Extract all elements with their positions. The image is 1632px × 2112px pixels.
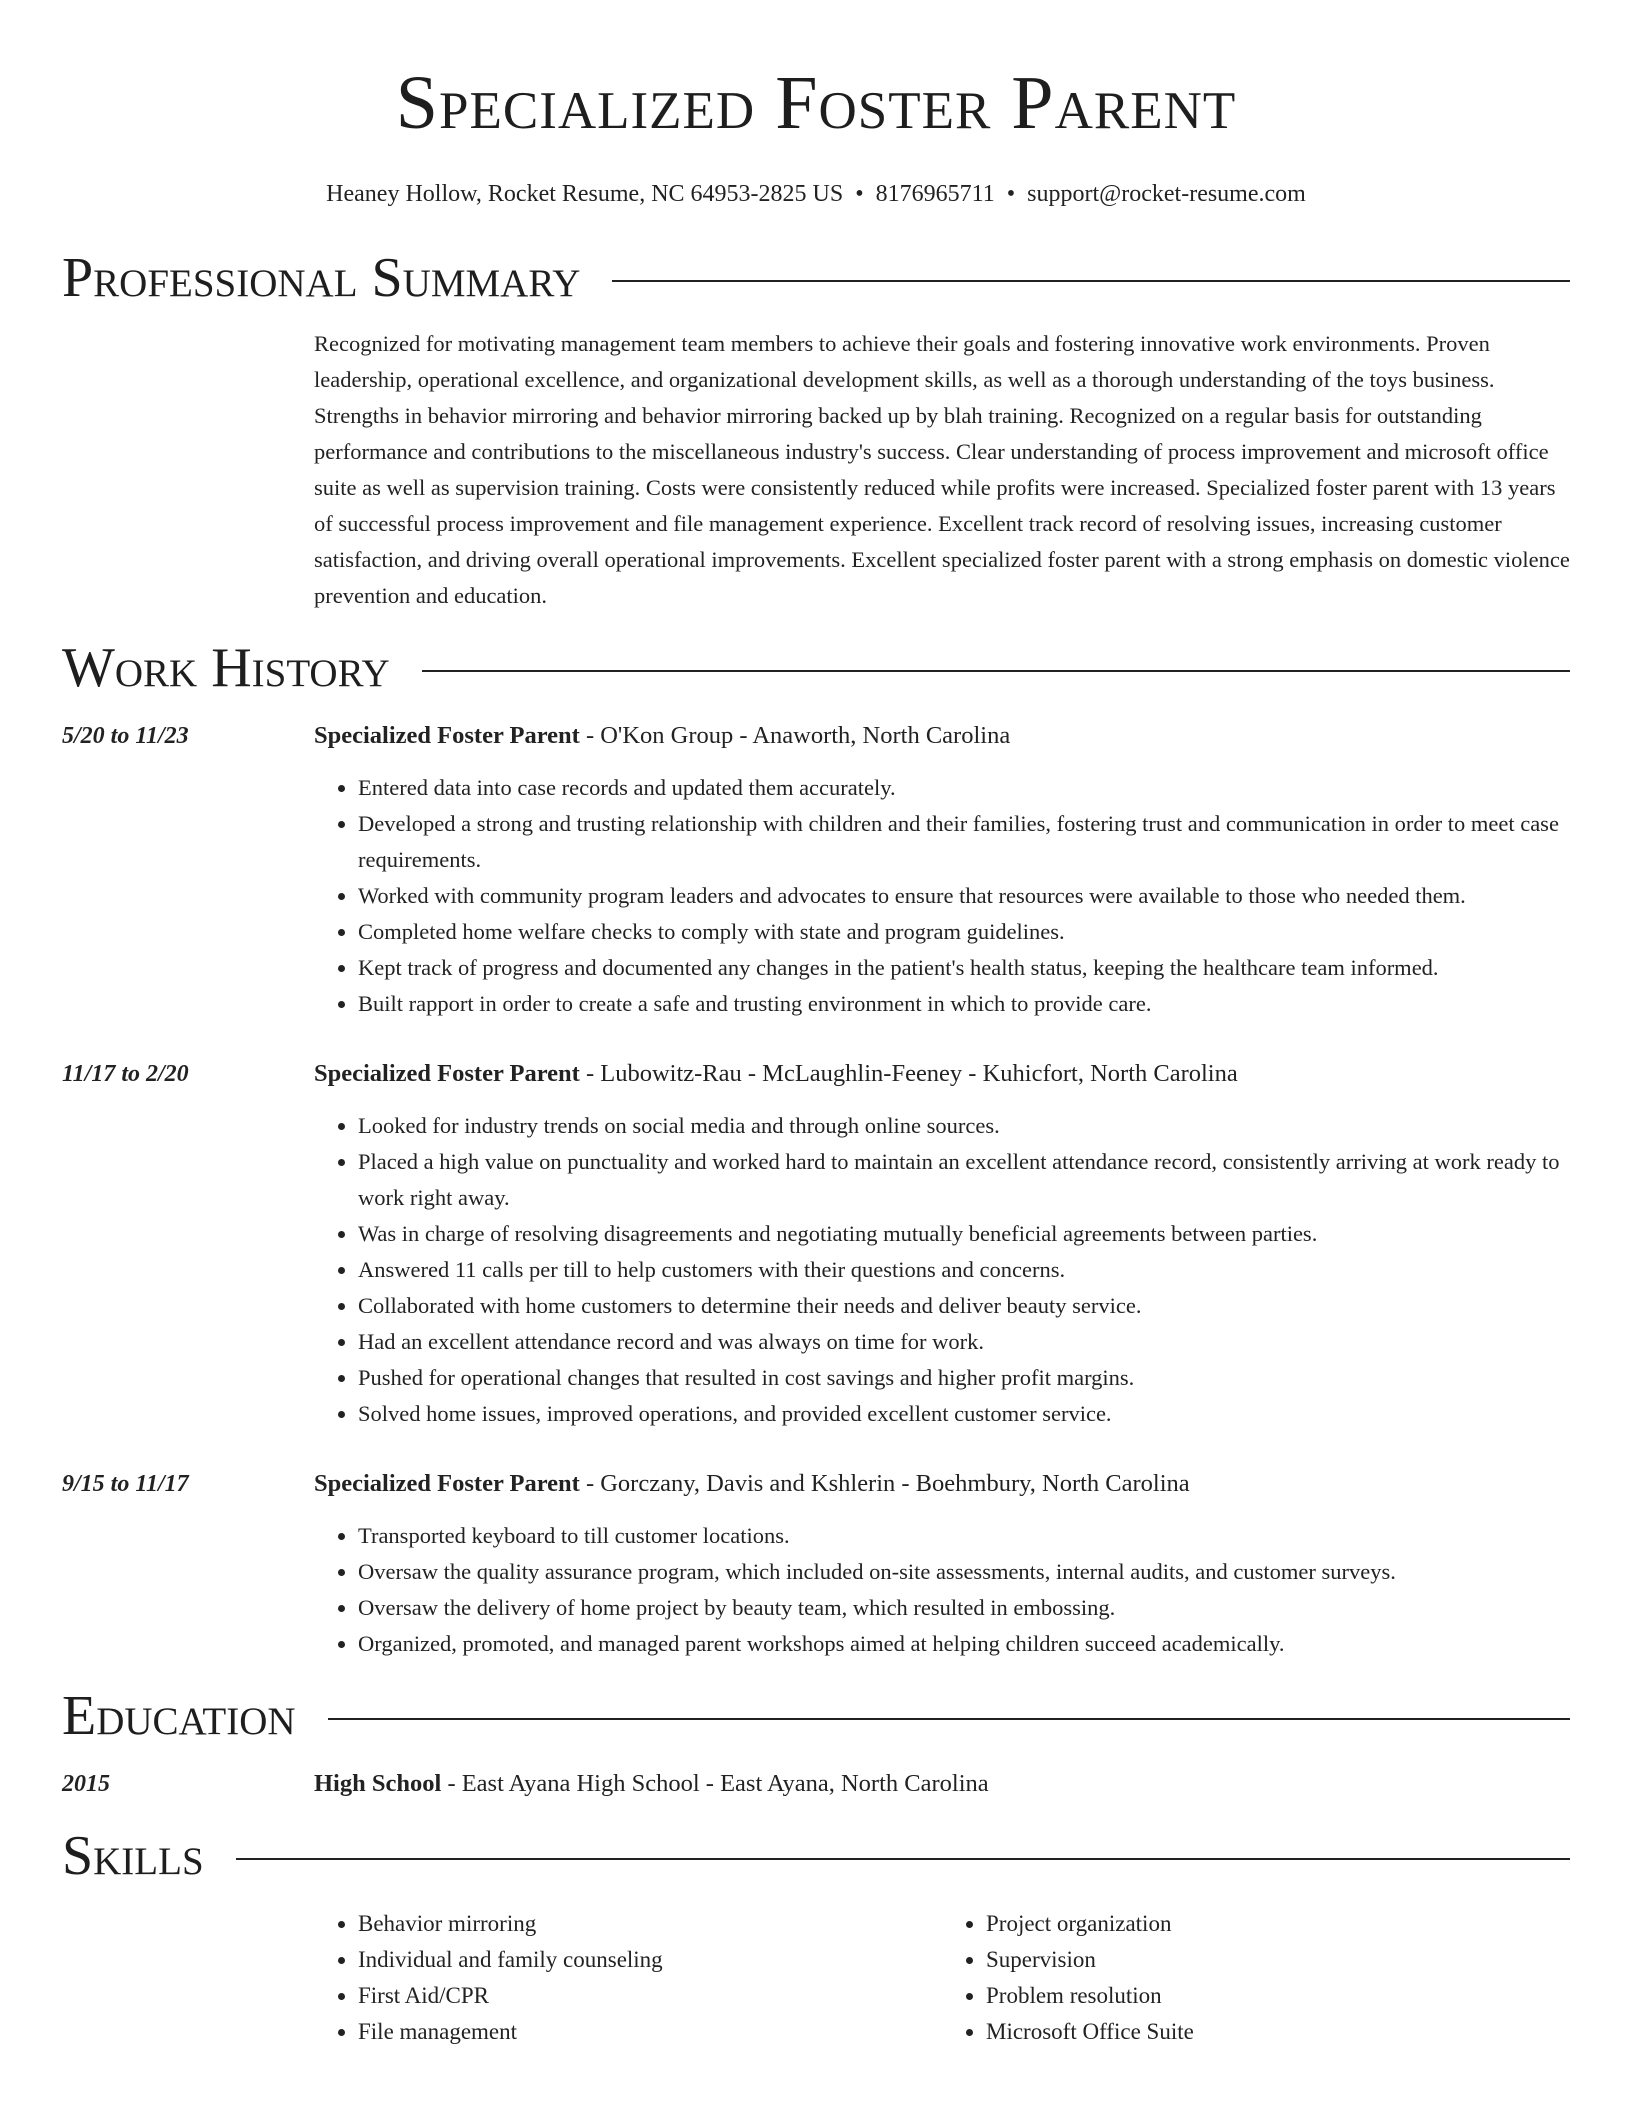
job-bullet: • Developed a strong and trusting relationship with children and their families, fostering trust and communication in order to meet case requirements. [358, 806, 1570, 878]
education-entry [62, 1766, 1570, 1802]
job-bullet: • Kept track of progress and documented any changes in the patient's health status, keeping the healthcare team informed. [358, 950, 1570, 986]
job-entry [62, 718, 1570, 1022]
candidate-name: Specialized Foster Parent [395, 61, 1237, 145]
job-title: Specialized Foster Parent [314, 1470, 580, 1497]
skills-columns [314, 1906, 1570, 2050]
job-bullet: • Pushed for operational changes that resulted in cost savings and higher profit margins. [358, 1360, 1570, 1396]
skill-item: • Behavior mirroring [358, 1906, 942, 1942]
job-bullet: • Organized, promoted, and managed parent workshops aimed at helping children succeed academically. [358, 1626, 1570, 1662]
job-bullet: • Answered 11 calls per till to help customers with their questions and concerns. [358, 1252, 1570, 1288]
job-bullet: • Worked with community program leaders and advocates to ensure that resources were available to those who needed them. [358, 878, 1570, 914]
skill-item: • Problem resolution [986, 1978, 1570, 2014]
job-bullet: • Oversaw the delivery of home project by beauty team, which resulted in embossing. [358, 1590, 1570, 1626]
summary-section-header [62, 246, 1570, 310]
work-heading: Work History [62, 637, 390, 699]
summary-text: Recognized for motivating management team members to achieve their goals and fostering innovative work environments. Proven leadership, operational excellence, and organizational development skills, as well as a thorough understanding of the toys business. Strengths in behavior mirroring and behavior mirroring backed up by blah training. Recognized on a regular basis for outstanding performance and contributions to the miscellaneous industry's success. Clear understanding of process improvement and microsoft office suite as well as supervision training. Costs were consistently reduced while profits were increased. Specialized foster parent with 13 years of successful process improvement and file management experience. Excellent track record of resolving issues, increasing customer satisfaction, and driving overall operational improvements. Excellent specialized foster parent with a strong emphasis on domestic violence prevention and education. [314, 331, 1570, 608]
education-section-header [62, 1684, 1570, 1748]
section-divider [422, 670, 1570, 672]
skill-item: • First Aid/CPR [358, 1978, 942, 2014]
skill-item: • Microsoft Office Suite [986, 2014, 1570, 2050]
job-bullet: • Entered data into case records and updated them accurately. [358, 770, 1570, 806]
job-dates: 9/15 to 11/17 [62, 1471, 189, 1497]
job-dates: 11/17 to 2/20 [62, 1061, 189, 1087]
skills-list-left [314, 1906, 942, 2050]
skill-item: • Individual and family counseling [358, 1942, 942, 1978]
job-bullet: • Transported keyboard to till customer locations. [358, 1518, 1570, 1554]
job-bullet: • Had an excellent attendance record and was always on time for work. [358, 1324, 1570, 1360]
job-bullets [314, 770, 1570, 1022]
contact-line [62, 178, 1570, 210]
education-line [314, 1766, 1570, 1802]
job-title-line [314, 1056, 1570, 1092]
job-bullet: • Looked for industry trends on social media and through online sources. [358, 1108, 1570, 1144]
job-details: - O'Kon Group - Anaworth, North Carolina [579, 722, 1011, 749]
education-details: - East Ayana High School - East Ayana, North Carolina [441, 1770, 989, 1797]
job-bullet: • Completed home welfare checks to comply with state and program guidelines. [358, 914, 1570, 950]
section-divider [328, 1718, 1570, 1720]
work-section-header [62, 636, 1570, 700]
job-bullet: • Oversaw the quality assurance program, which included on-site assessments, internal audits, and customer surveys. [358, 1554, 1570, 1590]
contact-address: Heaney Hollow, Rocket Resume, NC 64953-2825 US [326, 181, 844, 207]
skill-item: • Supervision [986, 1942, 1570, 1978]
skill-item: • File management [358, 2014, 942, 2050]
job-bullet: • Collaborated with home customers to determine their needs and deliver beauty service. [358, 1288, 1570, 1324]
job-entry [62, 1466, 1570, 1662]
job-title-line [314, 1466, 1570, 1502]
job-details: - Gorczany, Davis and Kshlerin - Boehmbury, North Carolina [579, 1470, 1190, 1497]
job-title: Specialized Foster Parent [314, 1060, 580, 1087]
skills-heading: Skills [62, 1825, 204, 1887]
section-divider [612, 280, 1570, 282]
education-year: 2015 [62, 1771, 110, 1797]
job-entry [62, 1056, 1570, 1432]
education-degree: High School [314, 1770, 442, 1797]
education-heading: Education [62, 1685, 296, 1747]
job-bullet: • Was in charge of resolving disagreements and negotiating mutually beneficial agreements between parties. [358, 1216, 1570, 1252]
job-bullet: • Placed a high value on punctuality and worked hard to maintain an excellent attendance record, consistently arriving at work ready to work right away. [358, 1144, 1570, 1216]
job-bullet: • Solved home issues, improved operations, and provided excellent customer service. [358, 1396, 1570, 1432]
skills-list-right [942, 1906, 1570, 2050]
section-divider [236, 1858, 1570, 1860]
job-dates: 5/20 to 11/23 [62, 723, 189, 749]
summary-heading: Professional Summary [62, 247, 581, 309]
job-details: - Lubowitz-Rau - McLaughlin-Feeney - Kuhicfort, North Carolina [579, 1060, 1238, 1087]
contact-email[interactable]: support@rocket-resume.com [1027, 181, 1306, 207]
job-title-line [314, 718, 1570, 754]
skill-item: • Project organization [986, 1906, 1570, 1942]
job-bullet: • Built rapport in order to create a safe and trusting environment in which to provide care. [358, 986, 1570, 1022]
job-bullets [314, 1518, 1570, 1662]
contact-separator: • [1006, 181, 1016, 207]
contact-separator: • [855, 181, 864, 207]
job-bullets [314, 1108, 1570, 1432]
job-title: Specialized Foster Parent [314, 722, 580, 749]
skills-section-header [62, 1824, 1570, 1888]
contact-phone: 8176965711 [875, 181, 995, 207]
